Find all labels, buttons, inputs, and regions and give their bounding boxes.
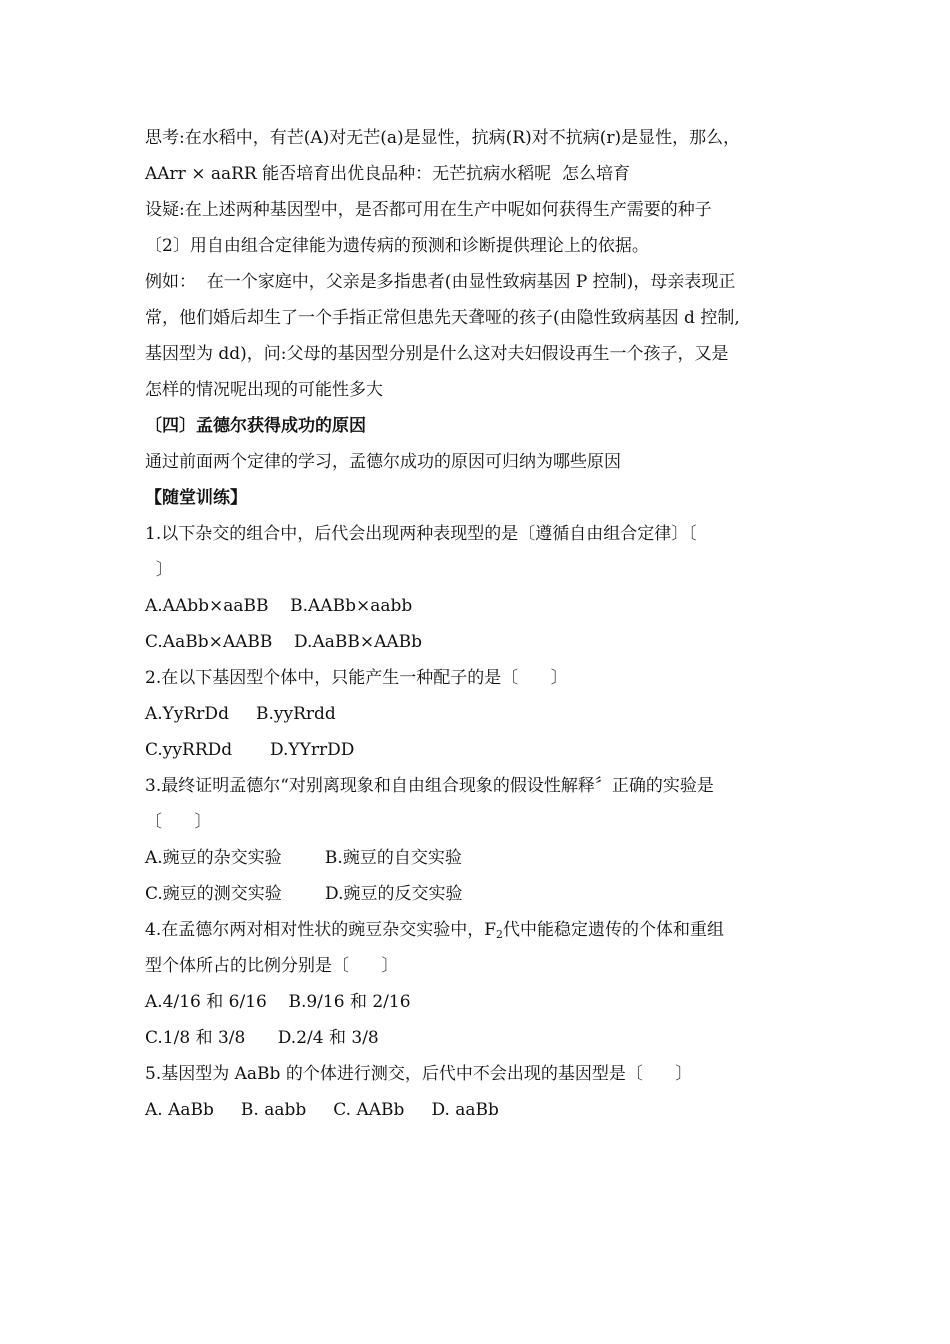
q4-stem-2: 型个体所占的比例分别是〔 〕 xyxy=(145,956,399,976)
q4-option-b: B.9/16 和 2/16 xyxy=(288,992,411,1012)
q4-stem-1-text: 4.在孟德尔两对相对性状的豌豆杂交实验中，F xyxy=(145,920,497,940)
example-line-4: 怎样的情况呢出现的可能性多大 xyxy=(145,380,383,400)
q2-options-cd xyxy=(145,732,815,768)
think-line-2: AArr × aaRR 能否培育出优良品种：无芒抗病水稻呢 怎么培育 xyxy=(145,164,630,184)
q3-option-a: A.豌豆的杂交实验 xyxy=(145,848,282,868)
q1-stem-2: 〕 xyxy=(145,560,173,580)
q1-option-d: D.AaBB×AABb xyxy=(294,632,423,652)
q1-options-cd xyxy=(145,624,815,660)
q5-option-a: A. AaBb xyxy=(145,1100,214,1120)
q1-option-a: A.AAbb×aaBB xyxy=(145,596,269,616)
example-line-1: 例如： 在一个家庭中，父亲是多指患者(由显性致病基因 P 控制)，母亲表现正 xyxy=(145,272,736,292)
point-2-line: 〔2〕用自由组合定律能为遗传病的预测和诊断提供理论上的依据。 xyxy=(145,236,649,256)
q3-options-cd xyxy=(145,876,815,912)
q2-option-a: A.YyRrDd xyxy=(145,704,229,724)
q4-option-a: A.4/16 和 6/16 xyxy=(145,992,267,1012)
q2-options-ab xyxy=(145,696,815,732)
q5-option-b: B. aabb xyxy=(240,1100,307,1120)
question-line: 设疑:在上述两种基因型中，是否都可用在生产中呢如何获得生产需要的种子 xyxy=(145,200,712,220)
q5-option-c: C. AABb xyxy=(333,1100,405,1120)
q4-options-ab xyxy=(145,984,815,1020)
q2-option-b: B.yyRrdd xyxy=(255,704,336,724)
q3-option-c: C.豌豆的测交实验 xyxy=(145,884,282,904)
section-4-heading: 〔四〕孟德尔获得成功的原因 xyxy=(145,416,366,436)
q2-stem: 2.在以下基因型个体中，只能产生一种配子的是〔 〕 xyxy=(145,668,568,688)
q2-option-c: C.yyRRDd xyxy=(145,740,233,760)
q1-option-c: C.AaBb×AABB xyxy=(145,632,273,652)
think-line-1: 思考:在水稻中，有芒(A)对无芒(a)是显性，抗病(R)对不抗病(r)是显性，那么， xyxy=(145,128,741,148)
q4-option-d: D.2/4 和 3/8 xyxy=(277,1028,379,1048)
q1-options-ab xyxy=(145,588,815,624)
q3-stem-1: 3.最终证明孟德尔“对别离现象和自由组合现象的假设性解释〞正确的实验是 xyxy=(145,776,714,796)
q5-options xyxy=(145,1092,815,1128)
q5-option-d: D. aaBb xyxy=(431,1100,499,1120)
q1-stem-1: 1.以下杂交的组合中，后代会出现两种表现型的是〔遵循自由组合定律〕〔 xyxy=(145,524,697,544)
q1-option-b: B.AABb×aabb xyxy=(290,596,413,616)
q5-stem: 5.基因型为 AaBb 的个体进行测交，后代中不会出现的基因型是〔 〕 xyxy=(145,1064,693,1084)
document-page xyxy=(145,120,815,1128)
section-4-text: 通过前面两个定律的学习，孟德尔成功的原因可归纳为哪些原因 xyxy=(145,452,621,472)
q3-option-b: B.豌豆的自交实验 xyxy=(324,848,462,868)
q4-stem-1-tail: 代中能稳定遗传的个体和重组 xyxy=(503,920,725,940)
q4-options-cd xyxy=(145,1020,815,1056)
q3-stem-2: 〔 〕 xyxy=(145,812,212,832)
q4-subscript: 2 xyxy=(496,928,504,941)
q2-option-d: D.YYrrDD xyxy=(269,740,355,760)
q3-option-d: D.豌豆的反交实验 xyxy=(325,884,463,904)
training-heading: 【随堂训练】 xyxy=(145,488,247,508)
example-line-3: 基因型为 dd)，问:父母的基因型分别是什么这对夫妇假设再生一个孩子，又是 xyxy=(145,344,729,364)
q4-option-c: C.1/8 和 3/8 xyxy=(145,1028,246,1048)
q4-stem-1 xyxy=(145,912,815,948)
example-line-2: 常，他们婚后却生了一个手指正常但患先天聋哑的孩子(由隐性致病基因 d 控制, xyxy=(145,308,740,328)
q3-options-ab xyxy=(145,840,815,876)
